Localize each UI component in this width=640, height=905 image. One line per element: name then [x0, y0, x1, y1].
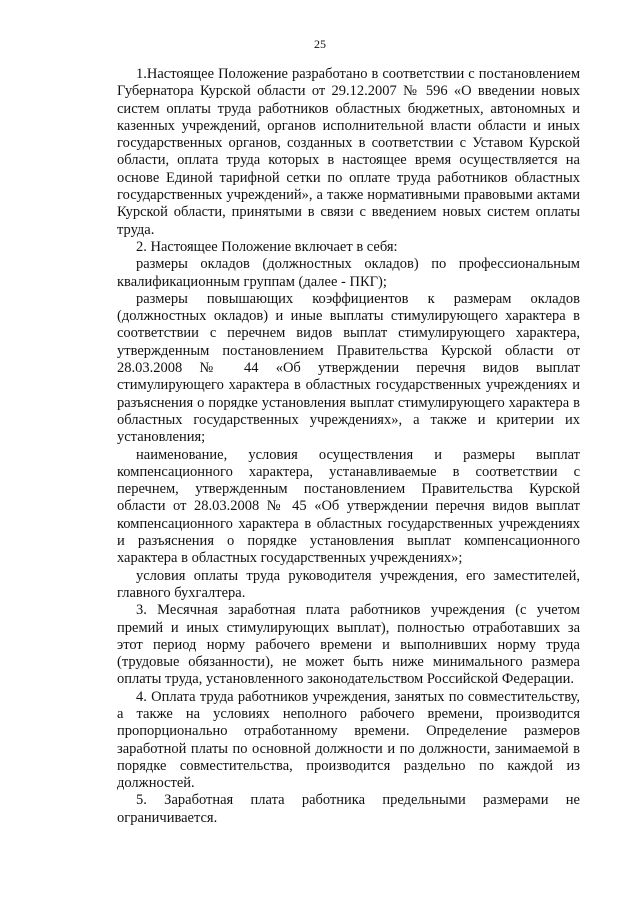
list-item-salary-sizes: размеры окладов (должностных окладов) по профессиональным квалификационным группам (далее - ПКГ); [117, 256, 580, 290]
list-item-stimulating-payments: размеры повышающих коэффициентов к размерам окладов (должностных окладов) и иные выплаты стимулирующего характера в соответствии с перечнем видов выплат стимулирующего характера, утвержденным постановлением Правительства Курской области от 28.03.2008 № 44 «Об утверждении перечня видов выплат стимулирующего характера в областных государственных учреждениях и разъяснения о порядке установления выплат стимулирующего характера в областных государственных учреждениях», а также и критерии их установления; [117, 290, 580, 446]
list-item-management-pay: условия оплаты труда руководителя учреждения, его заместителей, главного бухгалтера. [117, 567, 580, 601]
paragraph-5-no-limit: 5. Заработная плата работника предельными размерами не ограничивается. [117, 792, 580, 826]
document-body [117, 66, 580, 827]
list-item-compensation-payments: наименование, условия осуществления и размеры выплат компенсационного характера, устанавливаемые в соответствии с перечнем, утвержденным постановлением Правительства Курской области от 28.03.2008 № 45 «Об утверждении перечня видов выплат компенсационного характера в областных государственных учреждениях и разъяснения о порядке установления выплат компенсационного характера в областных государственных учреждениях»; [117, 446, 580, 567]
page-number: 25 [314, 37, 326, 51]
paragraph-2-contents-intro: 2. Настоящее Положение включает в себя: [136, 238, 398, 255]
paragraph-4-part-time: 4. Оплата труда работников учреждения, занятых по совместительству, а также на условиях неполного рабочего времени, производится пропорционально отработанному времени. Определение размеров заработной платы по основной должности и по должности, занимаемой в порядке совместительства, производится раздельно по каждой из должностей. [117, 688, 580, 792]
paragraph-1-legal-basis: 1.Настоящее Положение разработано в соответствии с постановлением Губернатора Курской области от 29.12.2007 № 596 «О введении новых систем оплаты труда работников областных бюджетных, автономных и казенных учреждений, органов исполнительной власти области и иных государственных органов, созданных в соответствии с Уставом Курской области, оплата труда которых в настоящее время осуществляется на основе Единой тарифной сетки по оплате труда работников областных государственных учреждений», а также нормативными правовыми актами Курской области, принятыми в связи с введением новых систем оплаты труда. [117, 66, 580, 238]
paragraph-3-minimum-wage: 3. Месячная заработная плата работников учреждения (с учетом премий и иных стимулирующих выплат), полностью отработавших за этот период норму рабочего времени и выполнивших норму труда (трудовые обязанности), не может быть ниже минимального размера оплаты труда, установленного законодательством Российской Федерации. [117, 602, 580, 688]
